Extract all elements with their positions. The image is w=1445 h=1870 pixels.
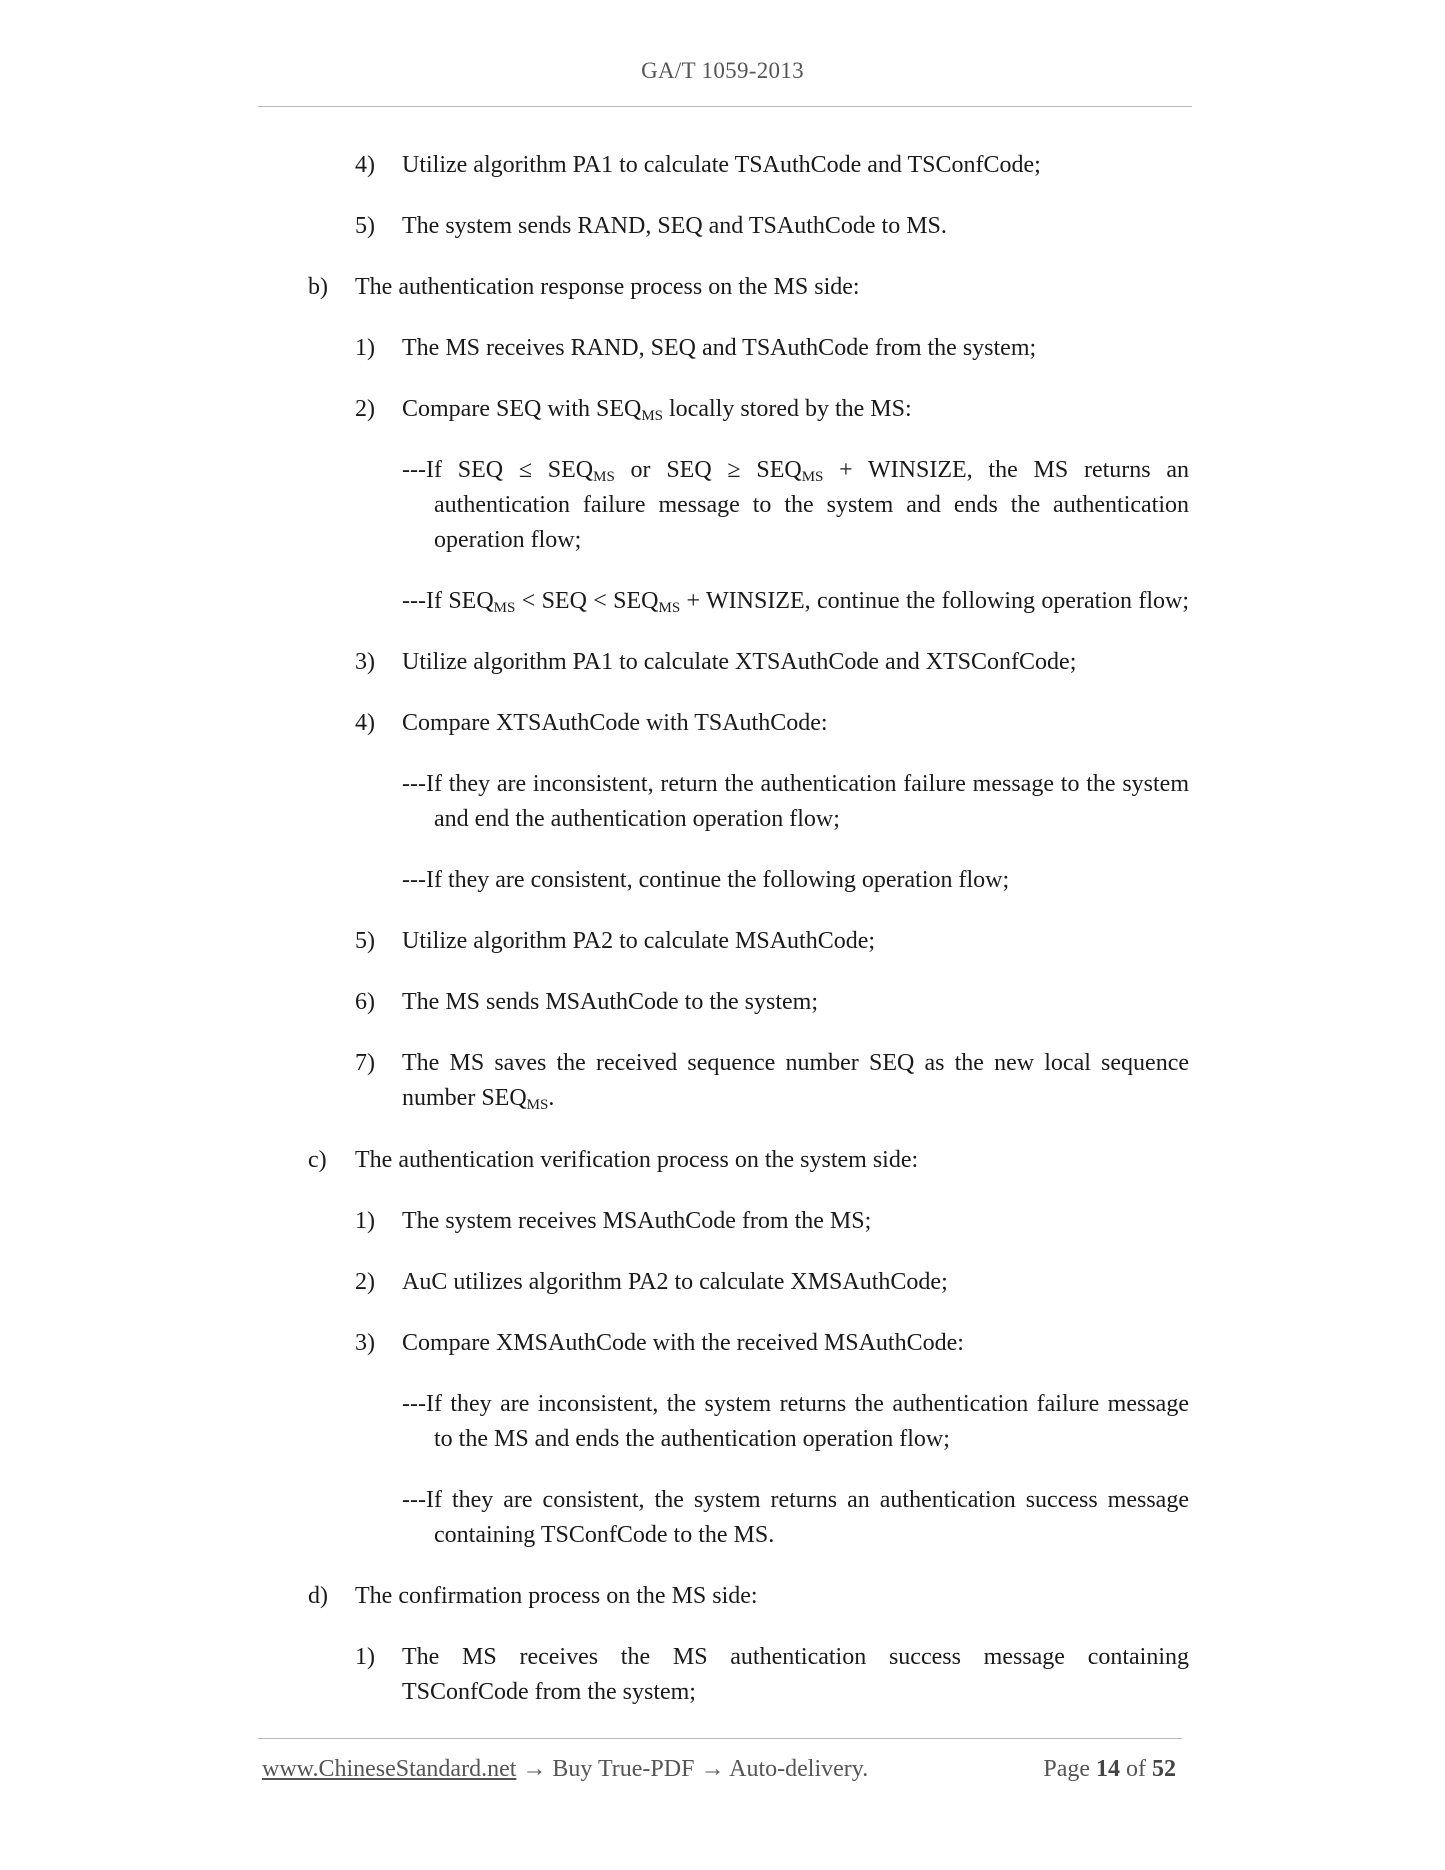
dash-line: ---If they are consistent, continue the following operation flow; — [402, 867, 1010, 893]
item-text: The system sends RAND, SEQ and TSAuthCode to MS. — [402, 213, 947, 239]
dash-line: ---If they are inconsistent, return the authentication failure message to the system — [402, 771, 1189, 797]
item-marker: 1) — [355, 335, 375, 361]
footer-divider — [258, 1738, 1182, 1739]
arrow-icon: → — [700, 1756, 725, 1782]
item-text: Compare XTSAuthCode with TSAuthCode: — [402, 710, 828, 736]
item-text: The MS sends MSAuthCode to the system; — [402, 989, 819, 1015]
delivery-text: Auto-delivery. — [729, 1756, 869, 1782]
item-marker: 3) — [355, 649, 375, 675]
arrow-icon: → — [522, 1756, 547, 1782]
dash-item — [402, 1387, 1189, 1457]
item-marker: 1) — [355, 1208, 375, 1234]
dash-item — [402, 584, 1189, 619]
item-marker: d) — [308, 1583, 328, 1609]
page-label: Page — [1043, 1756, 1090, 1782]
footer-promo — [262, 1756, 868, 1783]
dash-item — [402, 453, 1189, 558]
item-marker: 5) — [355, 928, 375, 954]
dash-item — [402, 767, 1189, 837]
website-link[interactable]: www.ChineseStandard.net — [262, 1756, 517, 1782]
dash-item — [402, 1483, 1189, 1553]
item-marker: 7) — [355, 1050, 375, 1076]
item-text: The system receives MSAuthCode from the MS; — [402, 1208, 872, 1234]
header-divider — [258, 106, 1192, 107]
item-marker: 5) — [355, 213, 375, 239]
item-marker: 6) — [355, 989, 375, 1015]
item-marker: 1) — [355, 1644, 375, 1670]
item-marker: 4) — [355, 710, 375, 736]
item-text: Utilize algorithm PA2 to calculate MSAuthCode; — [402, 928, 876, 954]
dash-line: ---If they are inconsistent, the system returns the authentication failure message — [402, 1391, 1189, 1417]
document-header: GA/T 1059-2013 — [641, 58, 804, 83]
dash-continuation: and end the authentication operation flow; — [434, 806, 840, 832]
item-text: The MS saves the received sequence number SEQ as the new local sequence — [402, 1050, 1189, 1076]
dash-continuation: authentication failure message to the system and ends the authentication — [434, 492, 1189, 518]
item-text-continuation: number $SEQ_{MS}$. — [402, 1085, 555, 1113]
item-marker: 2) — [355, 1269, 375, 1295]
item-marker: 4) — [355, 152, 375, 178]
item-text: The MS receives RAND, SEQ and TSAuthCode from the system; — [402, 335, 1037, 361]
item-text: Compare XMSAuthCode with the received MSAuthCode: — [402, 1330, 964, 1356]
page-total: 52 — [1152, 1756, 1176, 1782]
item-marker: 3) — [355, 1330, 375, 1356]
item-text-continuation: TSConfCode from the system; — [402, 1679, 696, 1705]
dash-line: ---If $SEQ_{MS}$ < SEQ < $SEQ_{MS}$ + WINSIZE, continue the following operation flow; — [402, 588, 1189, 616]
item-text: The authentication response process on the MS side: — [355, 274, 860, 300]
item-text: Utilize algorithm PA1 to calculate XTSAuthCode and XTSConfCode; — [402, 649, 1077, 675]
page-indicator — [1043, 1756, 1176, 1783]
item-marker: c) — [308, 1147, 327, 1173]
dash-continuation: to the MS and ends the authentication operation flow; — [434, 1426, 950, 1452]
dash-continuation: operation flow; — [434, 527, 582, 553]
dash-item — [402, 863, 1189, 898]
item-text: The authentication verification process on the system side: — [355, 1147, 919, 1173]
page-number: 14 — [1096, 1756, 1120, 1782]
dash-line: ---If they are consistent, the system returns an authentication success message — [402, 1487, 1189, 1513]
item-text: The MS receives the MS authentication success message containing — [402, 1644, 1189, 1670]
item-marker: 2) — [355, 396, 375, 422]
of-label: of — [1126, 1756, 1146, 1782]
buy-pdf-text: Buy True-PDF — [552, 1756, 695, 1782]
item-text: AuC utilizes algorithm PA2 to calculate XMSAuthCode; — [402, 1269, 948, 1295]
item-text: The confirmation process on the MS side: — [355, 1583, 758, 1609]
item-marker: b) — [308, 274, 328, 300]
dash-line: ---If SEQ ≤ $SEQ_{MS}$ or SEQ ≥ $SEQ_{MS}$ + WINSIZE, the MS returns an — [402, 457, 1190, 485]
item-text: Compare SEQ with $SEQ_{MS}$ locally stored by the MS: — [402, 396, 912, 424]
item-text: Utilize algorithm PA1 to calculate TSAuthCode and TSConfCode; — [402, 152, 1041, 178]
dash-continuation: containing TSConfCode to the MS. — [434, 1522, 775, 1548]
